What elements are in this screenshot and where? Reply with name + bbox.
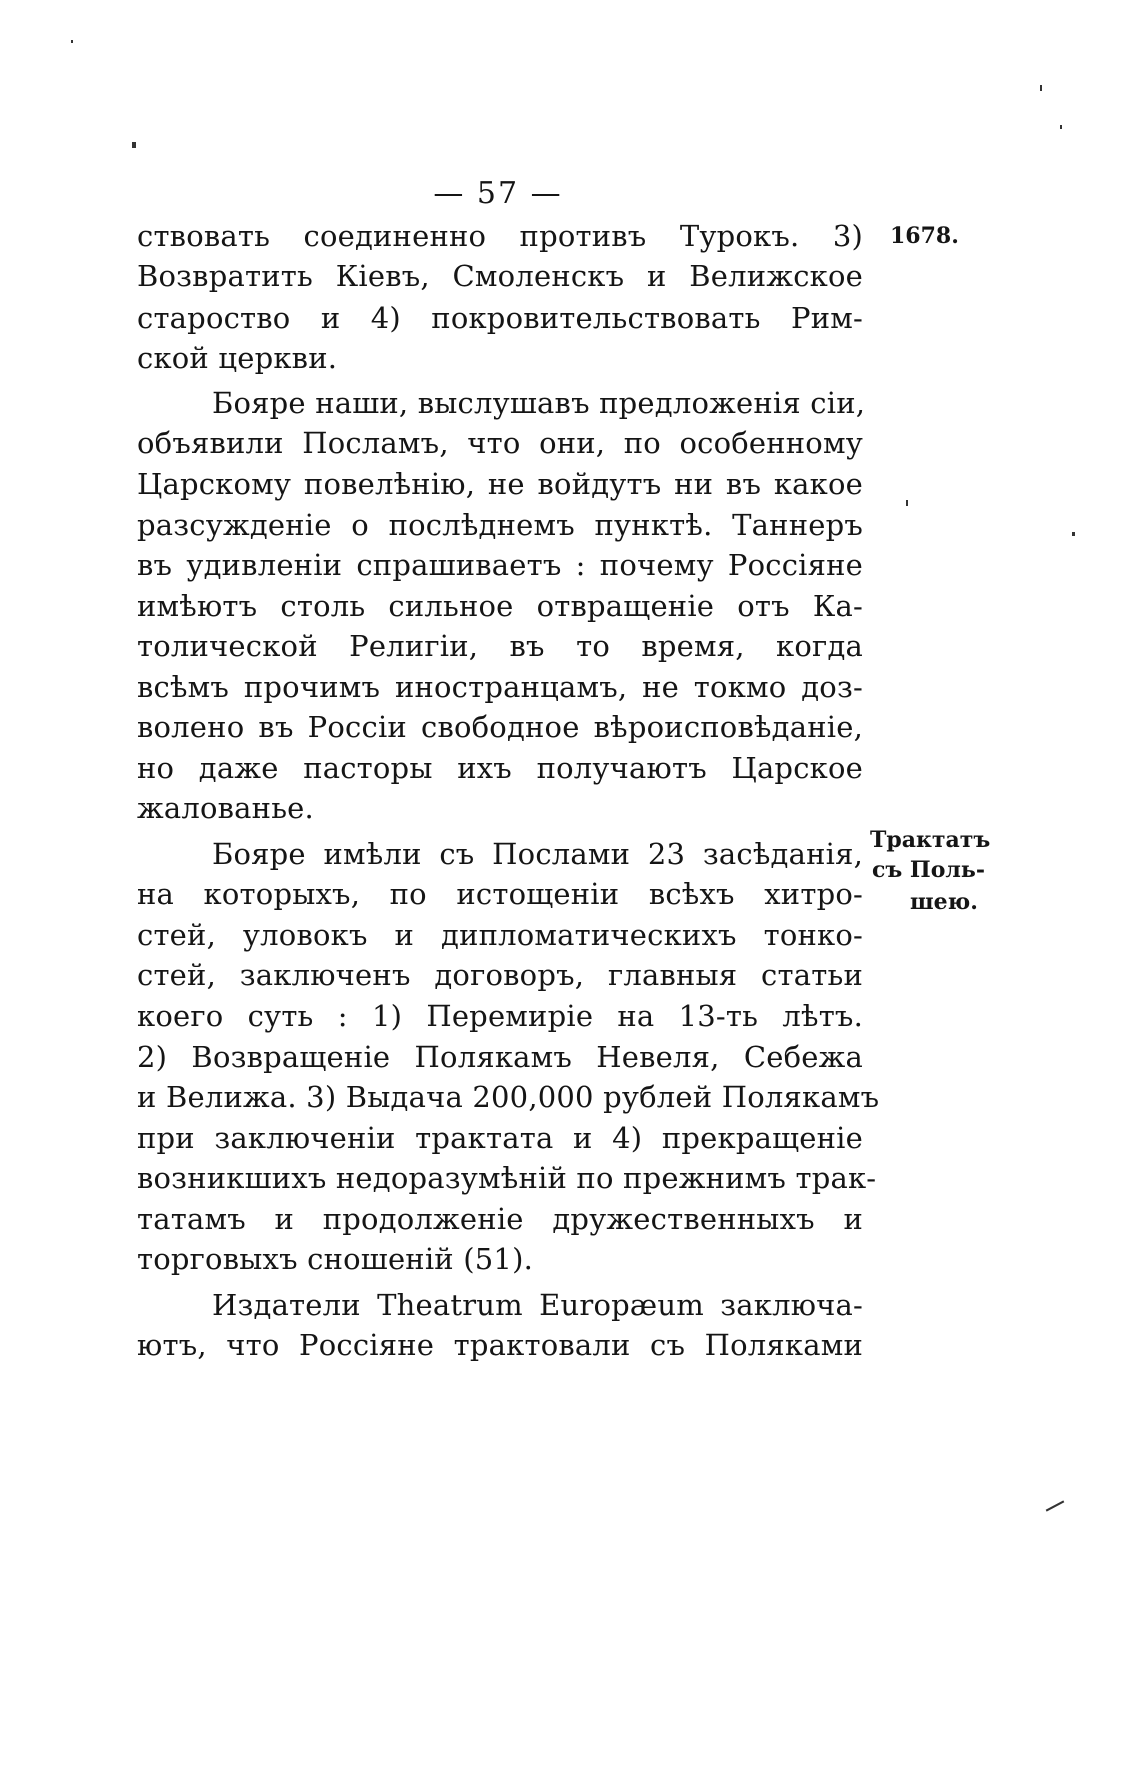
text-line: ствовать соединенно противъ Турокъ. 3) (137, 219, 863, 253)
text-line: Царскому повелѣнію, не войдутъ ни въ какое (137, 467, 863, 501)
text-line: объявили Посламъ, что они, по особенному (137, 426, 863, 460)
margin-year: 1678. (890, 223, 959, 249)
margin-treaty-line1: Трактатъ (870, 827, 991, 853)
text-line: староство и 4) покровительствовать Рим- (137, 301, 863, 335)
scan-stroke (1046, 1500, 1065, 1511)
text-line: на которыхъ, по истощеніи всѣхъ хитро- (137, 877, 863, 911)
scan-speck (906, 500, 908, 506)
text-line: Возвратить Кіевъ, Смоленскъ и Велижское (137, 259, 863, 293)
text-line: возникшихъ недоразумѣній по прежнимъ трак- (137, 1161, 877, 1195)
text-line: въ удивленіи спрашиваетъ : почему Россіяне (137, 548, 863, 582)
margin-treaty-line2: съ Поль- (872, 857, 985, 883)
page-number: — 57 — (433, 176, 563, 211)
text-line: волено въ Россіи свободное вѣроисповѣданіе, (137, 710, 863, 744)
text-line: разсужденіе о послѣднемъ пунктѣ. Таннеръ (137, 508, 863, 542)
scan-speck (1072, 532, 1075, 536)
text-line: и Велижа. 3) Выдача 200,000 рублей Полякамъ (137, 1080, 880, 1114)
text-line: но даже пасторы ихъ получаютъ Царское (137, 751, 863, 785)
text-line: толической Религіи, въ то время, когда (137, 629, 863, 663)
text-line: имѣютъ столь сильное отвращеніе отъ Ка- (137, 589, 863, 623)
text-line: 2) Возвращеніе Полякамъ Невеля, Себежа (137, 1040, 863, 1074)
scan-speck (1040, 85, 1042, 91)
margin-treaty-line3: шею. (910, 889, 978, 915)
text-line: Издатели Theatrum Europæum заключа- (212, 1288, 863, 1322)
text-line: торговыхъ сношеній (51). (137, 1242, 534, 1276)
text-line: ской церкви. (137, 341, 338, 375)
text-line: при заключеніи трактата и 4) прекращеніе (137, 1121, 863, 1155)
text-line: коего суть : 1) Перемиріе на 13-ть лѣтъ. (137, 999, 863, 1033)
scan-speck (132, 142, 136, 148)
scan-speck (1060, 125, 1062, 129)
text-line: ютъ, что Россіяне трактовали съ Поляками (137, 1328, 863, 1362)
text-line: татамъ и продолженіе дружественныхъ и (137, 1202, 863, 1236)
text-line: всѣмъ прочимъ иностранцамъ, не токмо доз- (137, 670, 863, 704)
text-line: жалованье. (137, 791, 314, 825)
text-line: стей, заключенъ договоръ, главныя статьи (137, 958, 863, 992)
text-line: стей, уловокъ и дипломатическихъ тонко- (137, 918, 863, 952)
text-line: Бояре имѣли съ Послами 23 засѣданія, (212, 837, 863, 871)
scan-speck (71, 40, 73, 43)
text-line: Бояре наши, выслушавъ предложенія сіи, (212, 386, 866, 420)
